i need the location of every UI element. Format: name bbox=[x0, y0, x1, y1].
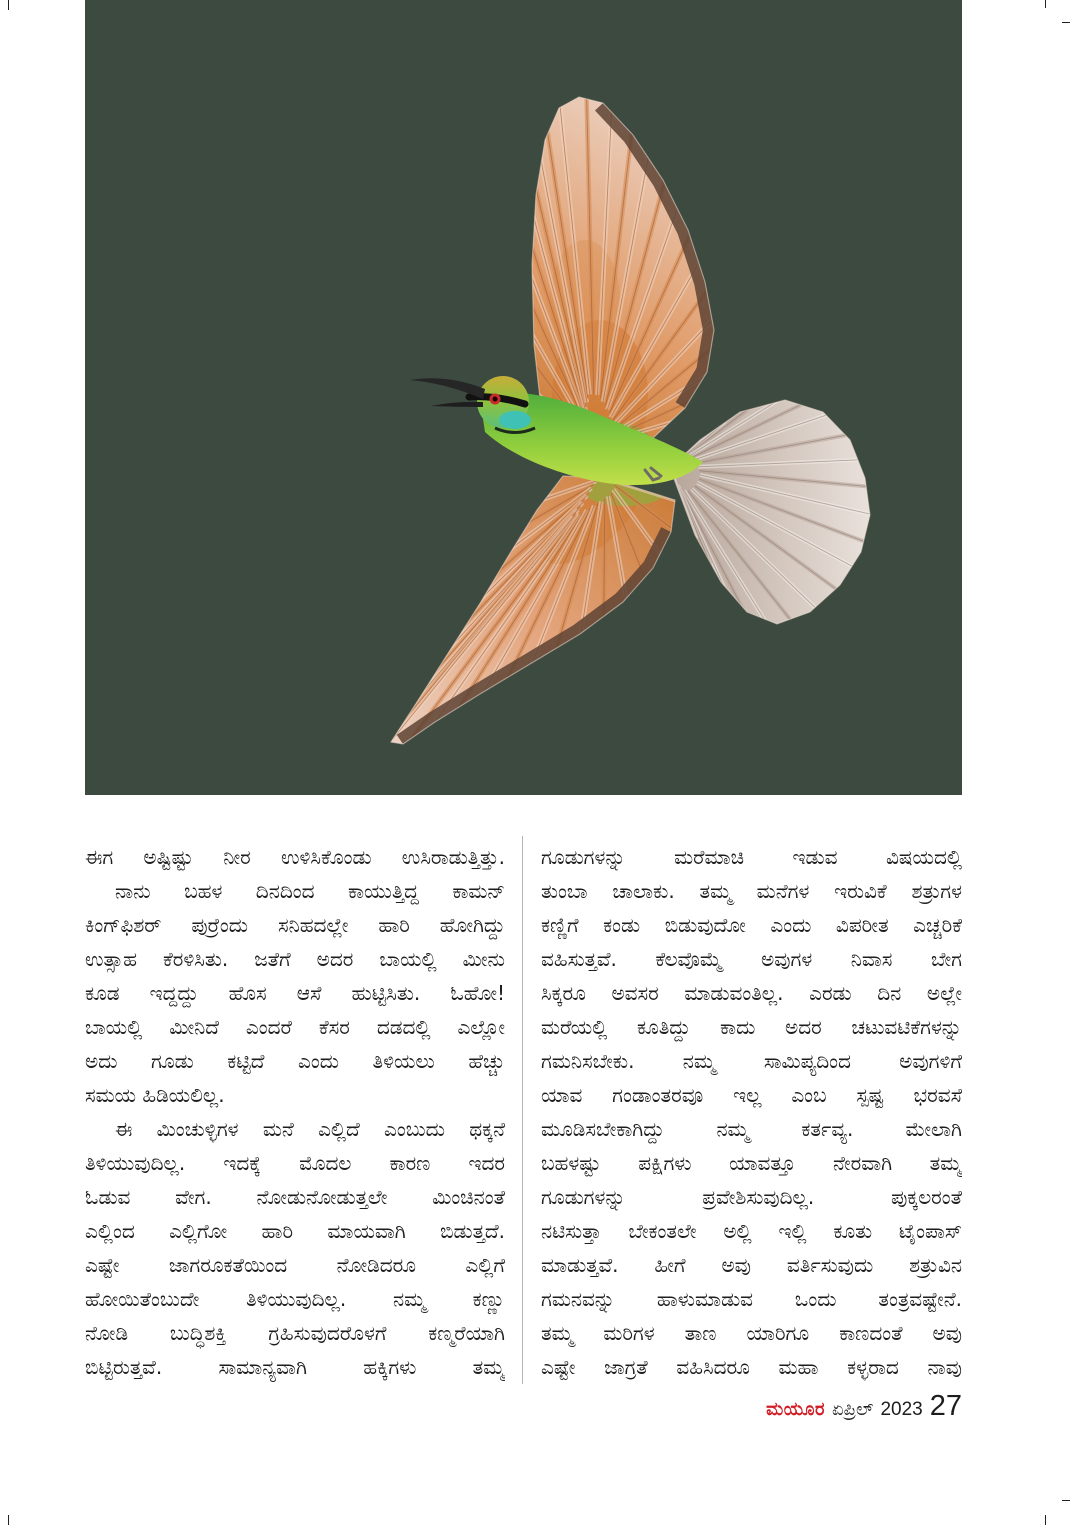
page-footer bbox=[766, 1390, 962, 1426]
crop-mark bbox=[1045, 0, 1046, 8]
crop-mark bbox=[1062, 22, 1070, 23]
article-line: ತಿಳಿಯುವುದಿಲ್ಲ. ಇದಕ್ಕೆ ಮೊದಲ ಕಾರಣ ಇದರ bbox=[85, 1151, 505, 1175]
article-line: ಮೂಡಿಸಬೇಕಾಗಿದ್ದು ನಮ್ಮ ಕರ್ತವ್ಯ. ಮೇಲಾಗಿ bbox=[541, 1117, 962, 1141]
article-line: ಎಲ್ಲಿಂದ ಎಲ್ಲಿಗೋ ಹಾರಿ ಮಾಯವಾಗಿ ಬಿಡುತ್ತದೆ. bbox=[85, 1219, 505, 1243]
article-line: ಸಿಕ್ಕರೂ ಅವಸರ ಮಾಡುವಂತಿಲ್ಲ. ಎರಡು ದಿನ ಅಲ್ಲೇ bbox=[541, 981, 962, 1005]
article-line: ಯಾವ ಗಂಡಾಂತರವೂ ಇಲ್ಲ ಎಂಬ ಸ್ಪಷ್ಟ ಭರವಸೆ bbox=[541, 1083, 962, 1107]
article-photo bbox=[85, 0, 962, 795]
article-line: ನಾನು ಬಹಳ ದಿನದಿಂದ ಕಾಯುತ್ತಿದ್ದ ಕಾಮನ್ bbox=[115, 879, 505, 903]
article-line: ಗೂಡುಗಳನ್ನು ಪ್ರವೇಶಿಸುವುದಿಲ್ಲ. ಪುಕ್ಕಲರಂತೆ bbox=[541, 1185, 962, 1209]
article-line: ಎಷ್ಟೇ ಜಾಗರೂಕತೆಯಿಂದ ನೋಡಿದರೂ ಎಲ್ಲಿಗೆ bbox=[85, 1253, 505, 1277]
article-line: ಕಣ್ಣಿಗೆ ಕಂಡು ಬಿಡುವುದೋ ಎಂದು ವಿಪರೀತ ಎಚ್ಚರಿಕೆ bbox=[541, 913, 962, 937]
article-line: ಈಗ ಅಷ್ಟಿಷ್ಟು ನೀರ ಉಳಿಸಿಕೊಂಡು ಉಸಿರಾಡುತ್ತಿತ್ತು. bbox=[85, 845, 505, 869]
magazine-logo: ಮಯೂರ bbox=[766, 1399, 826, 1420]
article-line: ಗೂಡುಗಳನ್ನು ಮರೆಮಾಚಿ ಇಡುವ ವಿಷಯದಲ್ಲಿ bbox=[541, 845, 962, 869]
article-line: ಅದು ಗೂಡು ಕಟ್ಟಿದೆ ಎಂದು ತಿಳಿಯಲು ಹೆಚ್ಚು bbox=[85, 1049, 505, 1073]
bird-throat-patch bbox=[499, 411, 531, 429]
crop-mark bbox=[8, 0, 9, 10]
bird-tail bbox=[670, 400, 880, 627]
issue-year: 2023 bbox=[880, 1399, 923, 1420]
article-line: ಬಹಳಷ್ಟು ಪಕ್ಷಿಗಳು ಯಾವತ್ತೂ ನೇರವಾಗಿ ತಮ್ಮ bbox=[541, 1151, 962, 1175]
crop-mark bbox=[1045, 1515, 1046, 1525]
article-line: ಉತ್ಸಾಹ ಕೆರಳಿಸಿತು. ಜತೆಗೆ ಅದರ ಬಾಯಲ್ಲಿ ಮೀನು bbox=[85, 947, 505, 971]
article-line: ನೋಡಿ ಬುದ್ಧಿಶಕ್ತಿ ಗ್ರಹಿಸುವುದರೊಳಗೆ ಕಣ್ಮರೆಯಾಗಿ bbox=[85, 1321, 505, 1345]
crop-mark bbox=[8, 1515, 9, 1525]
article-line: ಈ ಮಿಂಚುಳ್ಳಿಗಳ ಮನೆ ಎಲ್ಲಿದೆ ಎಂಬುದು ಥಕ್ಕನೆ bbox=[115, 1117, 505, 1141]
article-line: ಗಮನಿಸಬೇಕು. ನಮ್ಮ ಸಾಮಿಪ್ಯದಿಂದ ಅವುಗಳಿಗೆ bbox=[541, 1049, 962, 1073]
article-line: ಗಮನವನ್ನು ಹಾಳುಮಾಡುವ ಒಂದು ತಂತ್ರವಷ್ಟೇನೆ. bbox=[541, 1287, 962, 1311]
bird-beak-lower bbox=[431, 402, 483, 407]
article-line: ಕಿಂಗ್‌ಫಿಶರ್ ಪುರ್ರೆಂದು ಸನಿಹದಲ್ಲೇ ಹಾರಿ ಹೋಗಿದ್ದು bbox=[85, 913, 505, 937]
article-line: ಕೂಡ ಇದ್ದದ್ದು ಹೊಸ ಆಸೆ ಹುಟ್ಟಿಸಿತು. ಓಹೋ! bbox=[85, 981, 505, 1005]
article-right-column bbox=[541, 840, 962, 1384]
article-line: ಬಿಟ್ಟಿರುತ್ತವೆ. ಸಾಮಾನ್ಯವಾಗಿ ಹಕ್ಕಿಗಳು ತಮ್ಮ bbox=[85, 1355, 505, 1379]
bird-illustration bbox=[85, 0, 962, 795]
article-line: ತುಂಬಾ ಚಾಲಾಕು. ತಮ್ಮ ಮನೆಗಳ ಇರುವಿಕೆ ಶತ್ರುಗಳ bbox=[541, 879, 962, 903]
issue-month: ಏಪ್ರಿಲ್ bbox=[832, 1399, 874, 1420]
article-line: ನಟಿಸುತ್ತಾ ಬೇಕಂತಲೇ ಅಲ್ಲಿ ಇಲ್ಲಿ ಕೂತು ಟೈಂಪಾಸ್ bbox=[541, 1219, 962, 1243]
article-line: ವಹಿಸುತ್ತವೆ. ಕೆಲವೊಮ್ಮೆ ಅವುಗಳ ನಿವಾಸ ಬೇಗ bbox=[541, 947, 962, 971]
article-left-column bbox=[85, 840, 505, 1384]
article-line: ಹೋಯಿತೆಂಬುದೇ ತಿಳಿಯುವುದಿಲ್ಲ. ನಮ್ಮ ಕಣ್ಣು bbox=[85, 1287, 505, 1311]
column-divider bbox=[522, 836, 523, 1384]
article-line: ಎಷ್ಟೇ ಜಾಗ್ರತೆ ವಹಿಸಿದರೂ ಮಹಾ ಕಳ್ಳರಾದ ನಾವು bbox=[541, 1355, 962, 1379]
bird bbox=[383, 82, 880, 751]
article-line: ಮಾಡುತ್ತವೆ. ಹೀಗೆ ಅವು ವರ್ತಿಸುವುದು ಶತ್ರುವಿನ bbox=[541, 1253, 962, 1277]
article-line: ಸಮಯ ಹಿಡಿಯಲಿಲ್ಲ. bbox=[85, 1083, 225, 1107]
page-number: 27 bbox=[929, 1390, 962, 1422]
bird-lower-wing bbox=[383, 460, 678, 751]
article-line: ತಮ್ಮ ಮರಿಗಳ ತಾಣ ಯಾರಿಗೂ ಕಾಣದಂತೆ ಅವು bbox=[541, 1321, 962, 1345]
article-line: ಓಡುವ ವೇಗ. ನೋಡುನೋಡುತ್ತಲೇ ಮಿಂಚಿನಂತೆ bbox=[85, 1185, 505, 1209]
bird-pupil bbox=[493, 397, 498, 402]
crop-mark bbox=[1062, 1500, 1070, 1501]
article-line: ಮರೆಯಲ್ಲಿ ಕೂತಿದ್ದು ಕಾದು ಅದರ ಚಟುವಟಿಕೆಗಳನ್ನು bbox=[541, 1015, 962, 1039]
article-line: ಬಾಯಲ್ಲಿ ಮೀನಿದೆ ಎಂದರೆ ಕೆಸರ ದಡದಲ್ಲಿ ಎಲ್ಲೋ bbox=[85, 1015, 505, 1039]
